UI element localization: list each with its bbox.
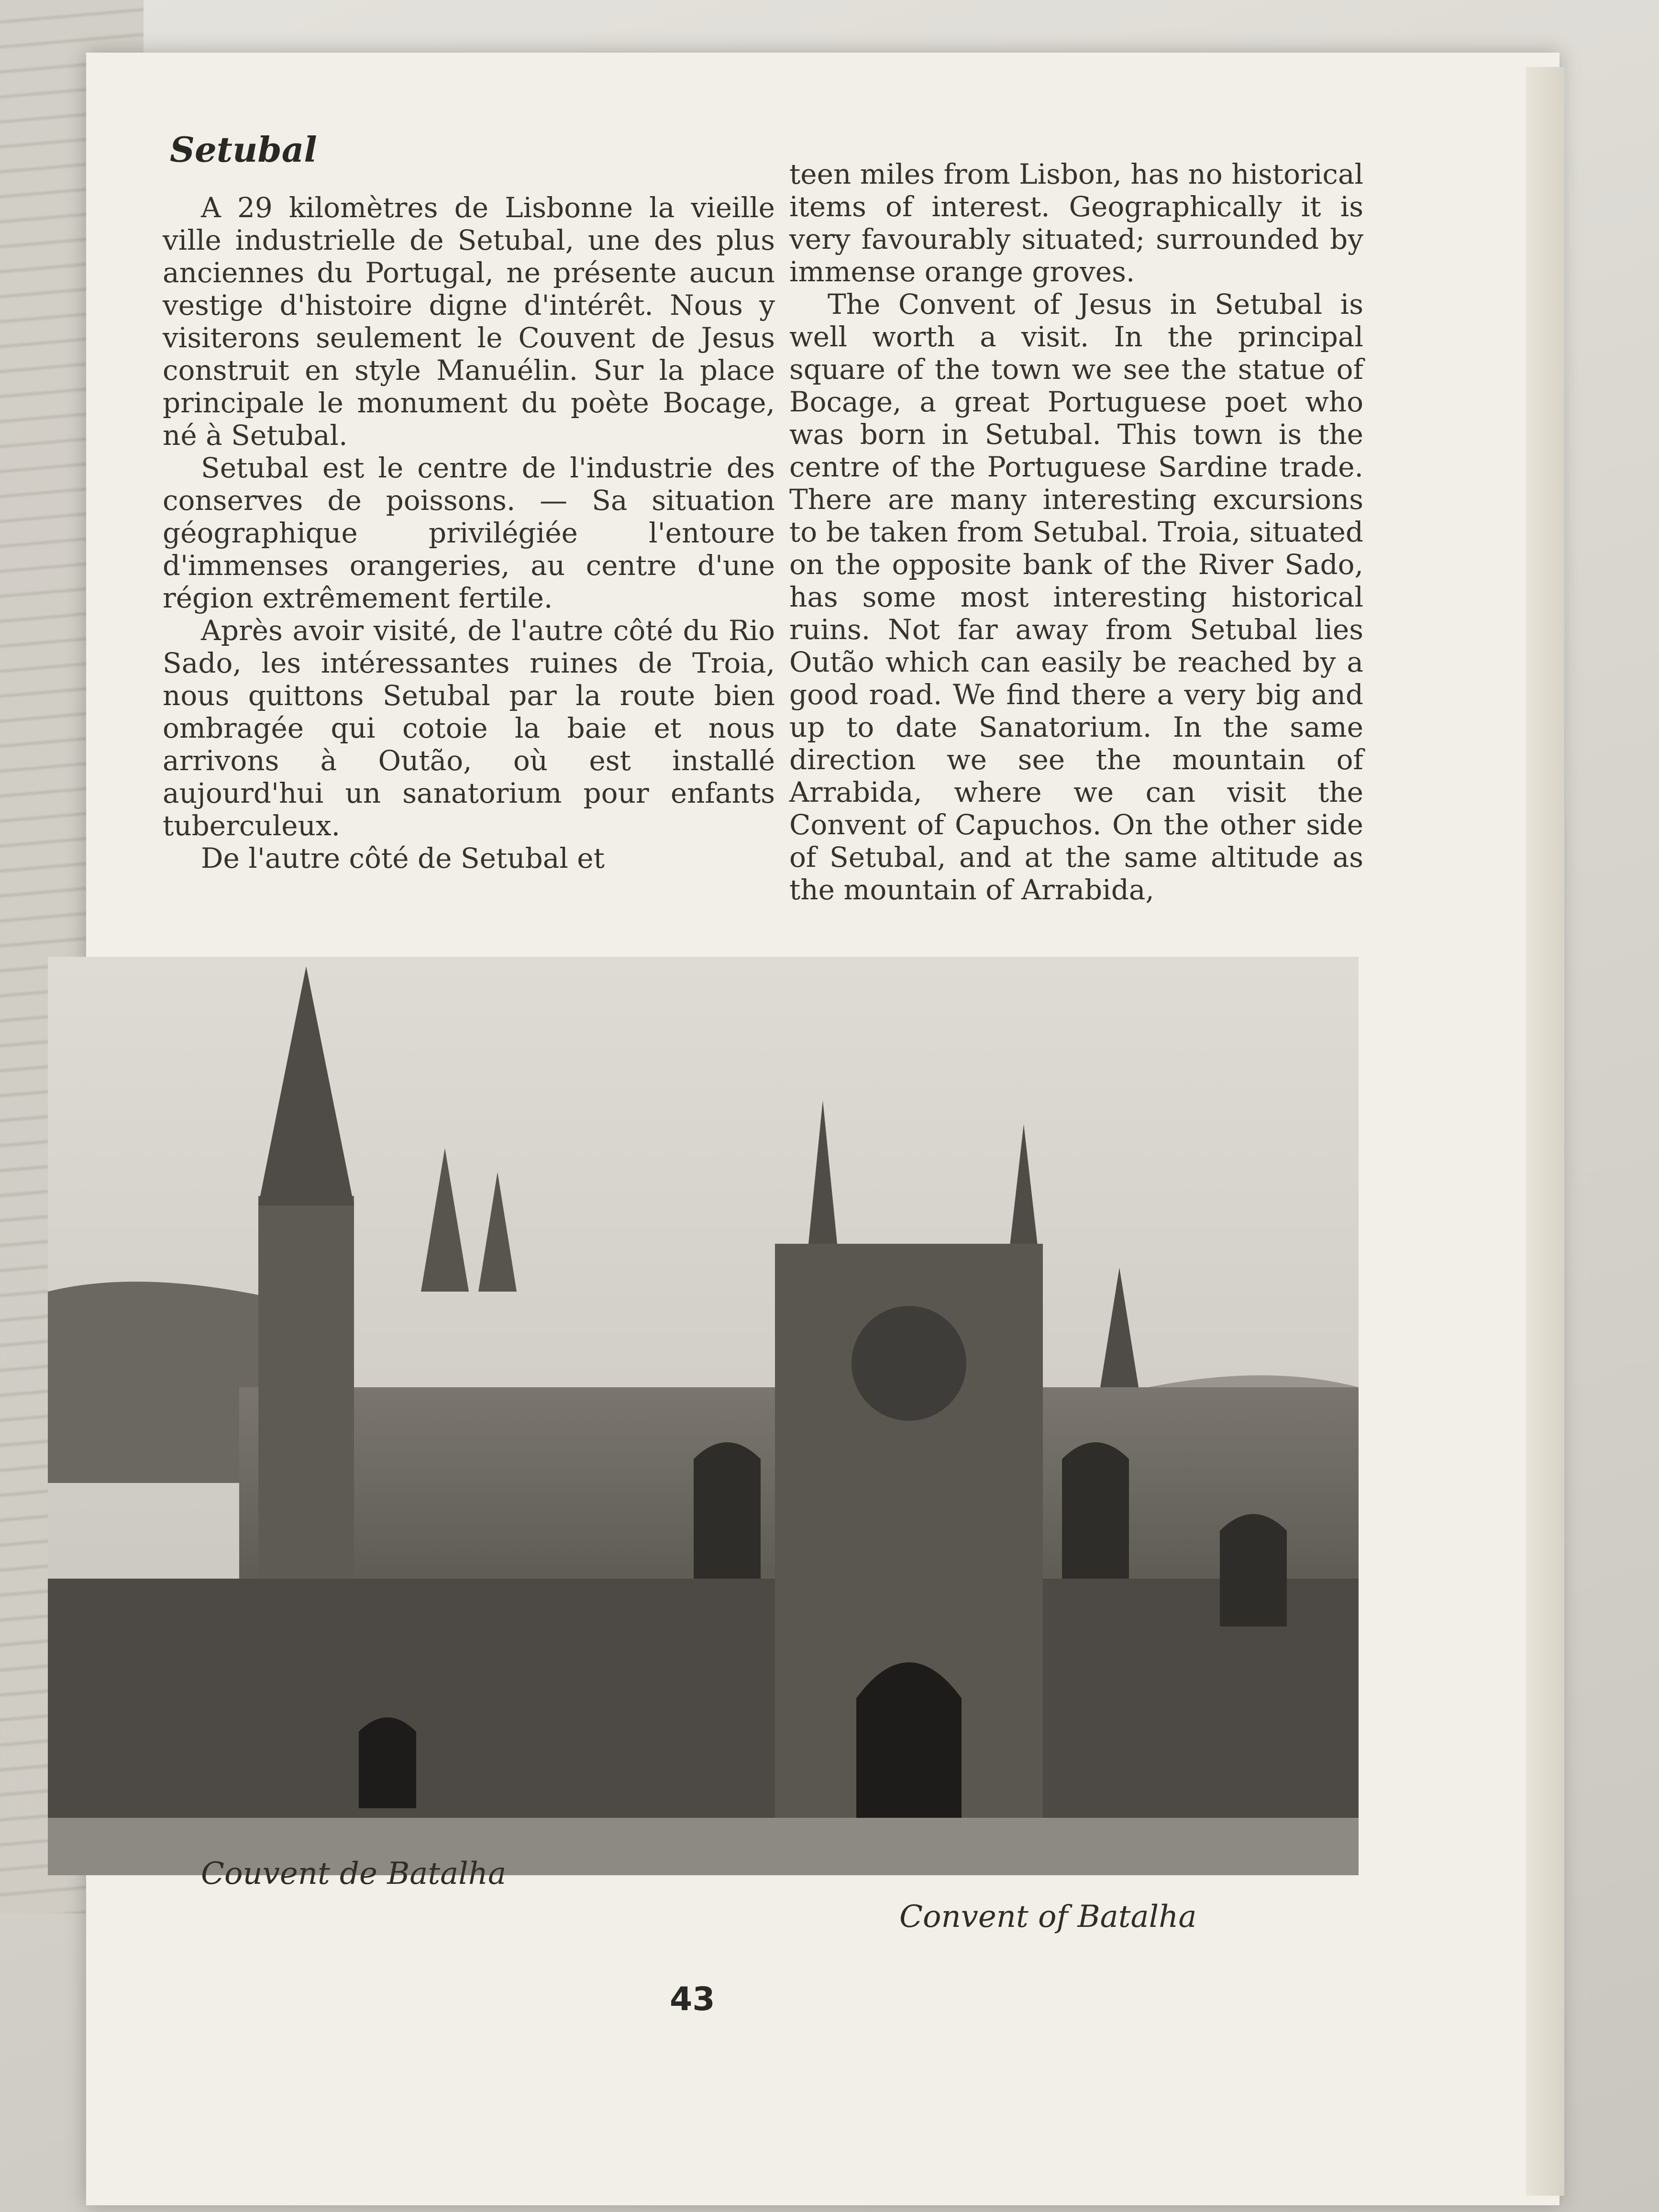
cathedral-illustration — [48, 957, 1359, 1875]
french-paragraph: Setubal est le centre de l'industrie des conserves de poissons. — Sa situation géographique privilégiée l'entoure d'immenses orangeries, au centre d'une région extrêmement fertile. — [163, 452, 775, 614]
section-heading: Setubal — [170, 129, 317, 170]
english-paragraph: The Convent of Jesus in Setubal is well worth a visit. In the principal square of the town we see the statue of Bocage, a great Portuguese poet who was born in Setubal. This town is the centre of the Portuguese Sardine trade. There are many interesting excursions to be taken from Setubal. Troia, situated on the opposite bank of the River Sado, has some most interesting historical ruins. Not far away from Setubal lies Outão which can easily be reached by a good road. We find there a very big and up to date Sanatorium. In the same direction we see the mountain of Arrabida, where we can visit the Convent of Capuchos. On the other side of Setubal, and at the same altitude as the mountain of Arrabida, — [789, 288, 1363, 906]
english-paragraph: teen miles from Lisbon, has no historical items of interest. Geographically it is very favourably situated; surrounded by immense orange groves. — [789, 158, 1363, 288]
cathedral-photo — [48, 957, 1359, 1875]
page-number: 43 — [670, 1980, 715, 2018]
english-column — [789, 158, 1363, 971]
page-stack-edge — [1526, 67, 1564, 2196]
caption-french: Couvent de Batalha — [201, 1856, 507, 1891]
french-paragraph: Après avoir visité, de l'autre côté du Rio Sado, les intéressantes ruines de Troia, nous quittons Setubal par la route bien ombragée qui cotoie la baie et nous arrivons à Outão, où est installé aujourd'hui un sanatorium pour enfants tuberculeux. — [163, 614, 775, 842]
french-paragraph: A 29 kilomètres de Lisbonne la vieille ville industrielle de Setubal, une des plus anciennes du Portugal, ne présente aucun vestige d'histoire digne d'intérêt. Nous y visiterons seulement le Couvent de Jesus construit en style Manuélin. Sur la place principale le monument du poète Bocage, né à Setubal. — [163, 191, 775, 452]
french-paragraph: De l'autre côté de Setubal et — [201, 842, 605, 874]
french-column — [163, 191, 775, 938]
caption-english: Convent of Batalha — [899, 1899, 1197, 1935]
